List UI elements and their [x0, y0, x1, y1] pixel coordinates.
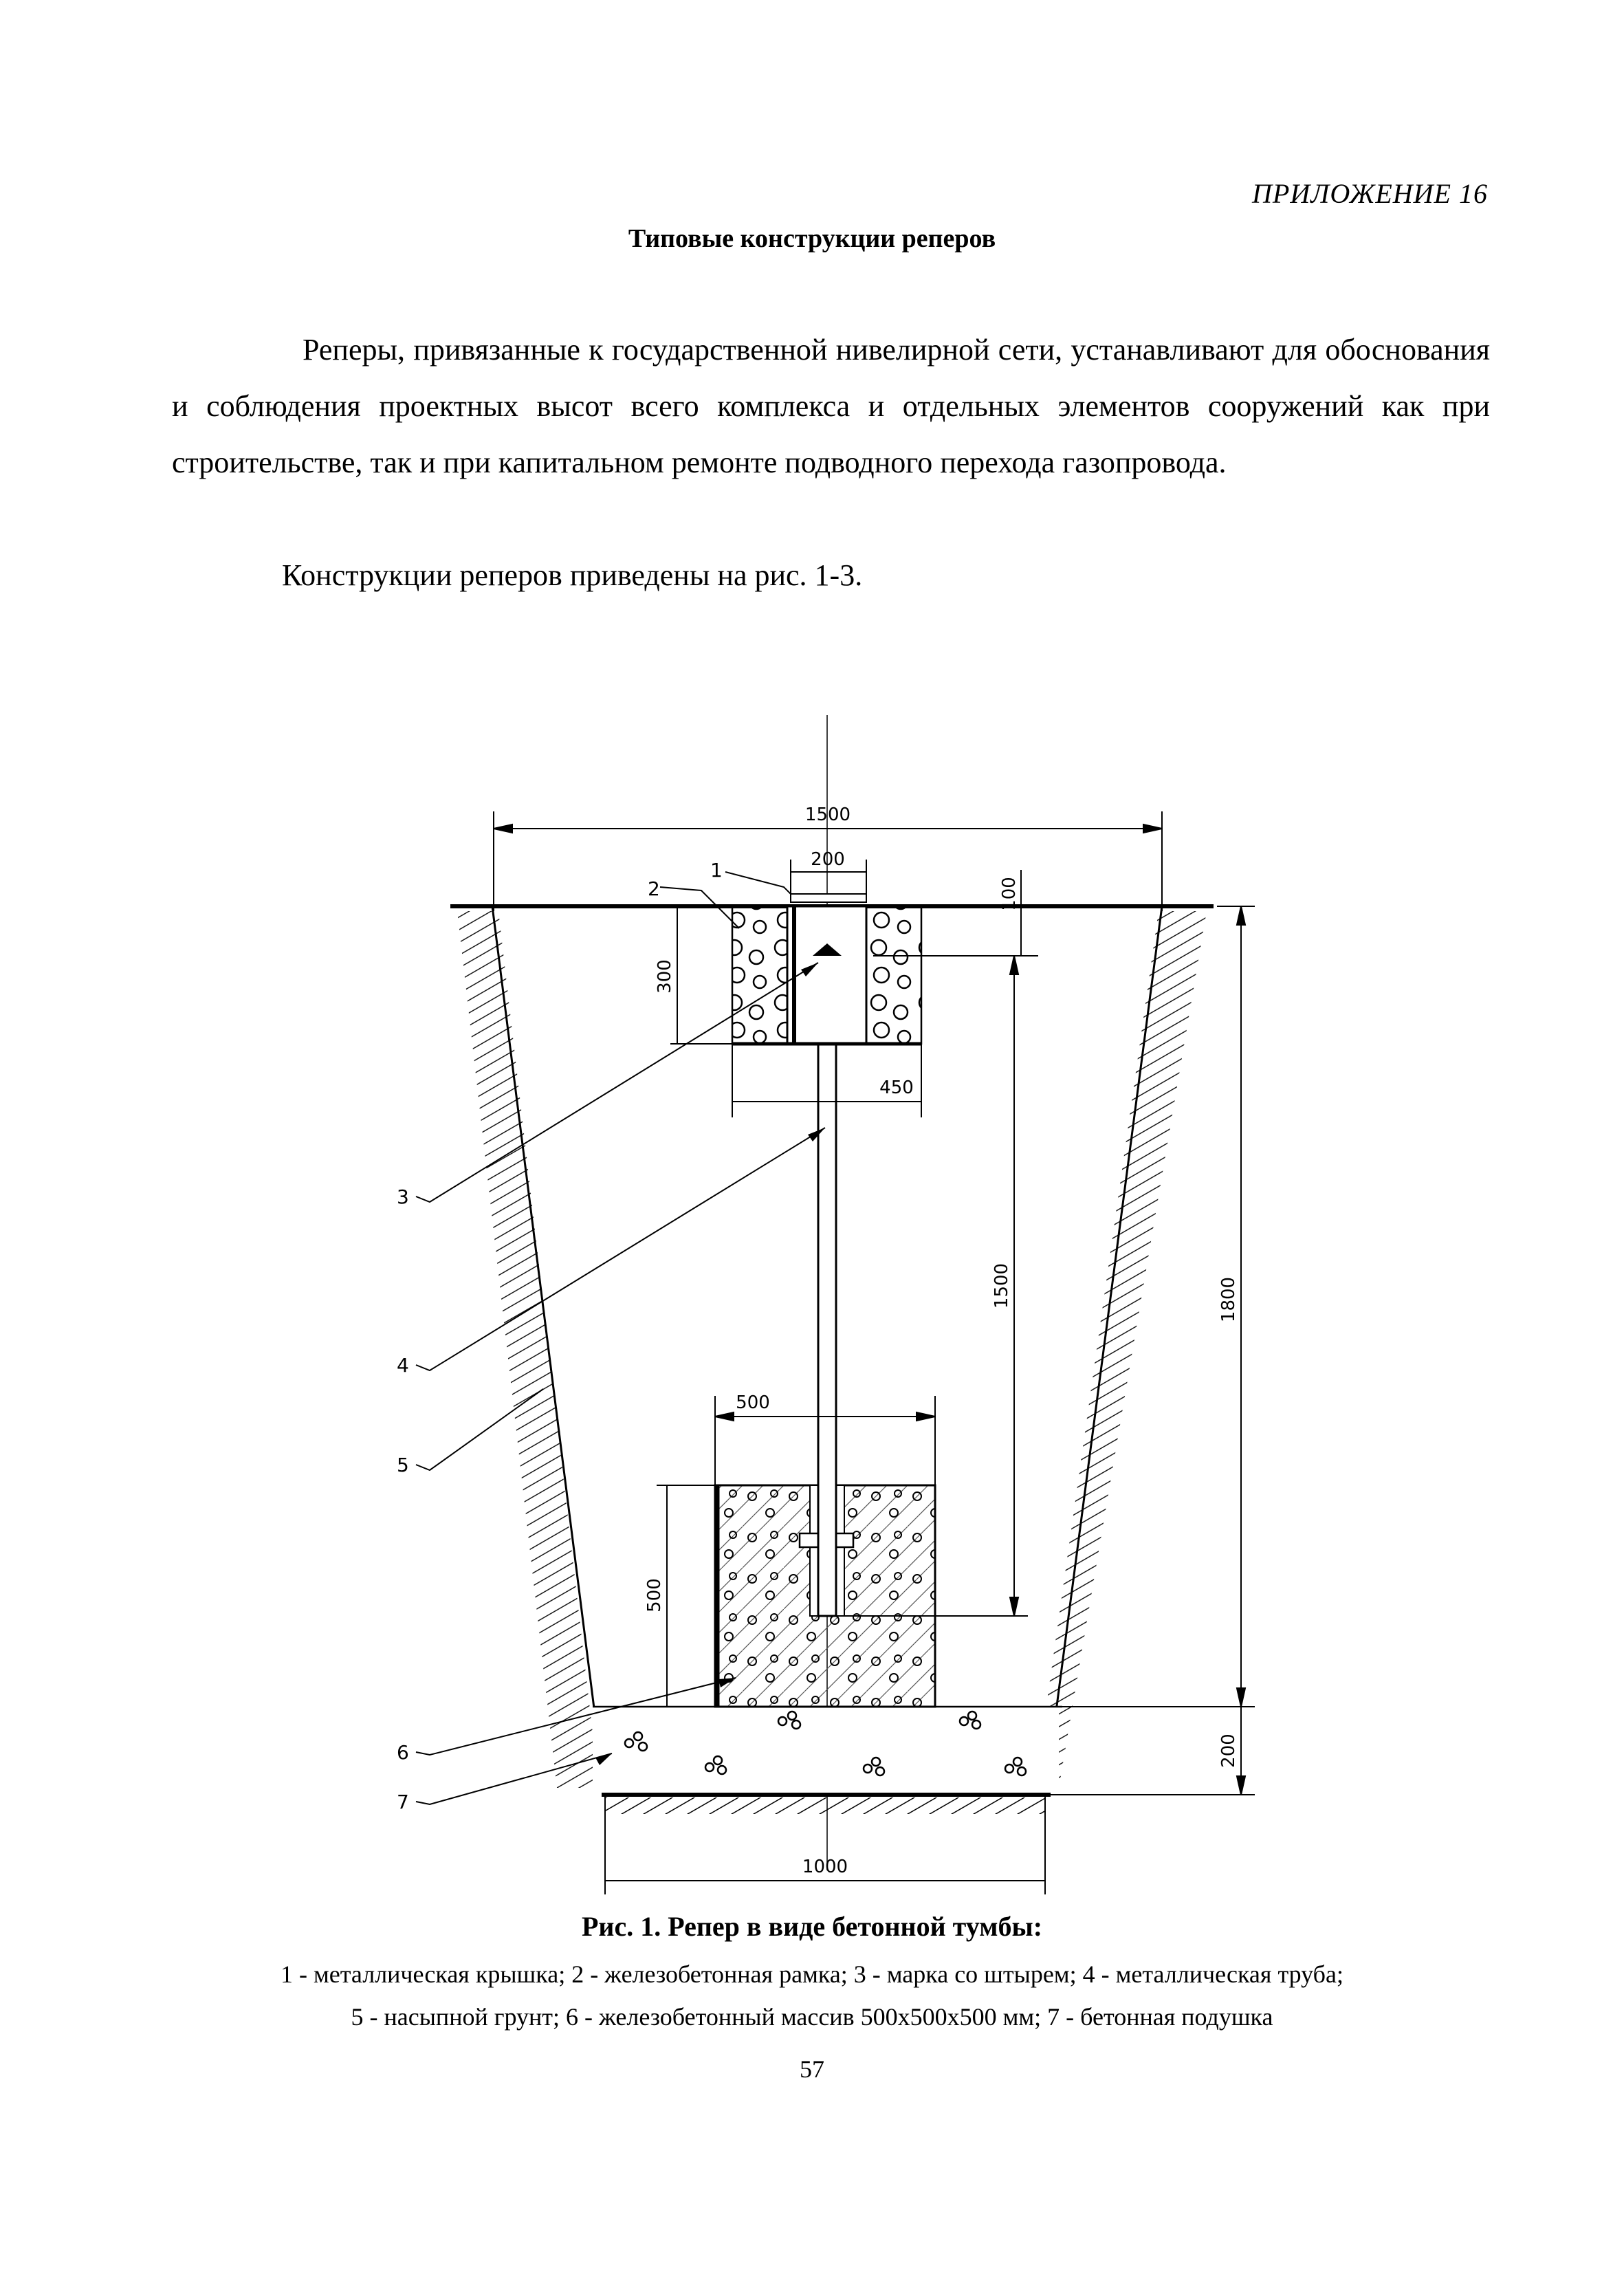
dim-frame-width-label: 450 [879, 1078, 914, 1098]
dim-block-width-label: 500 [736, 1392, 770, 1413]
metal-pipe [818, 956, 836, 1616]
dim-cushion-height-label: 200 [1218, 1734, 1239, 1768]
page-number: 57 [800, 2055, 824, 2083]
dim-pipe-length-label: 1500 [991, 1262, 1012, 1309]
document-title: Типовые конструкции реперов [628, 224, 996, 253]
item-label-4: 4 [397, 1354, 409, 1377]
dim-total-depth-label: 1800 [1218, 1276, 1239, 1323]
soil-hatch-right [1035, 911, 1207, 1788]
body-paragraph-2: Конструкции реперов приведены на рис. 1-3. [282, 558, 863, 592]
figure-legend-line-1: 1 - металлическая крышка; 2 - железобетонная рамка; 3 - марка со штырем; 4 - металлическая труба; [281, 1960, 1343, 1988]
appendix-label: ПРИЛОЖЕНИЕ 16 [1252, 178, 1488, 209]
item-label-5: 5 [397, 1454, 409, 1476]
dim-cap-height-label: 100 [999, 877, 1020, 911]
item-label-3: 3 [397, 1185, 409, 1208]
metal-cap [791, 894, 866, 902]
item-label-2: 2 [648, 877, 660, 900]
body-paragraph-1: Реперы, привязанные к государственной нивелирной сети, устанавливают для обоснования и соблюдения проектных высот всего комплекса и отдельных элементов сооружений как при строительстве, так и при капитальном ремонте подводного перехода газопровода. [172, 333, 1490, 479]
soil-hatch-bottom [605, 1797, 1045, 1814]
dim-bottom-width-label: 1000 [802, 1857, 848, 1877]
dim-block-height [657, 1485, 715, 1707]
pit-wall-right [1045, 906, 1162, 1795]
figure-caption: Рис. 1. Репер в виде бетонной тумбы: [581, 1911, 1043, 1942]
dim-frame-height-label: 300 [655, 959, 675, 994]
dim-frame-height [670, 906, 732, 1044]
dim-block-height-label: 500 [644, 1578, 665, 1612]
item-label-6: 6 [397, 1741, 409, 1764]
dim-top-width-label: 1500 [804, 805, 851, 825]
item-label-1: 1 [710, 859, 723, 882]
item-label-7: 7 [397, 1791, 409, 1813]
concrete-cushion [593, 1707, 1059, 1795]
dim-cap-width-label: 200 [811, 849, 845, 870]
figure-legend-line-2: 5 - насыпной грунт; 6 - железобетонный массив 500х500х500 мм; 7 - бетонная подушка [351, 2003, 1273, 2031]
soil-hatch-left [457, 911, 598, 1788]
